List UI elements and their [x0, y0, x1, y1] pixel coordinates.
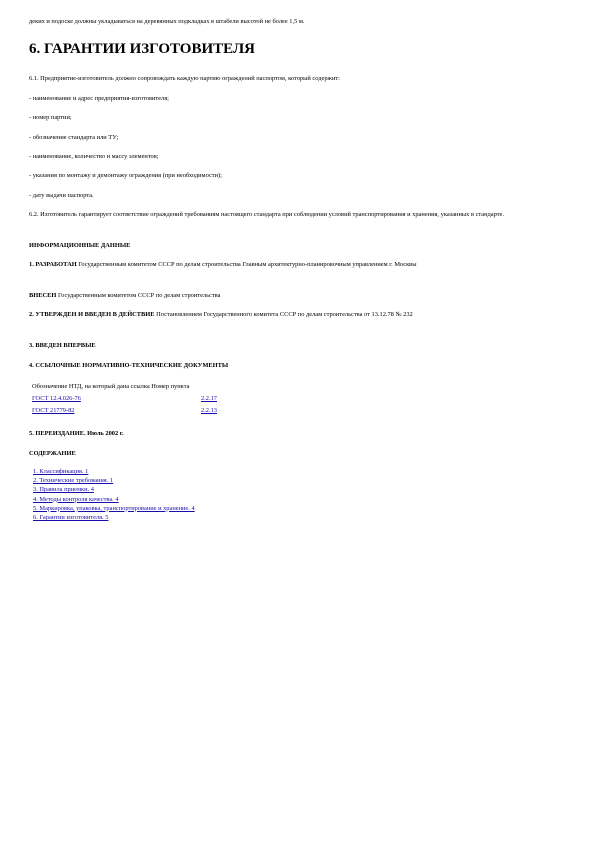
info-item-5: 5. ПЕРЕИЗДАНИЕ. Июль 2002 г.: [29, 430, 124, 437]
table-header: Обозначение НТД, на который дана ссылка Номер пункта: [32, 383, 190, 390]
info-item-2-lead: 2. УТВЕРЖДЕН И ВВЕДЕН В ДЕЙСТВИЕ: [29, 311, 155, 318]
contents-heading: СОДЕРЖАНИЕ: [29, 450, 76, 457]
gost-link[interactable]: ГОСТ 12.4.026-76: [32, 395, 81, 402]
paragraph-6-1: 6.1. Предприятие-изготовитель должно сопровождать каждую партию ограждений паспортом, который содержит:: [29, 75, 340, 82]
info-item-2-text: Постановлением Государственного комитета СССР по делам строительства от 13.12.78 № 232: [154, 311, 413, 318]
paragraph-6-2: 6.2. Изготовитель гарантирует соответствие ограждений требованиям настоящего стандарта при соблюдении условий транспортирования и хранения, указанных в стандарте.: [29, 211, 504, 218]
toc-link[interactable]: 5. Маркировка, упаковка, транспортирование и хранение. 4: [33, 504, 195, 512]
info-item-1-lead: 1. РАЗРАБОТАН: [29, 261, 77, 268]
info-vnesen-lead: ВНЕСЕН: [29, 292, 57, 299]
bullet-item: - указания по монтажу и демонтажу ограждения (при необходимости);: [29, 172, 222, 179]
reference-documents-table: [32, 381, 217, 417]
info-item-4: 4. ССЫЛОЧНЫЕ НОРМАТИВНО-ТЕХНИЧЕСКИЕ ДОКУМЕНТЫ: [29, 362, 229, 369]
clause-link[interactable]: 2.2.13: [201, 407, 217, 414]
table-row: [32, 405, 217, 417]
info-item-1-text: Государственным комитетом СССР по делам строительства Главным архитектурно-планировочным управлением г. Москвы: [76, 261, 417, 268]
info-item-1: [29, 261, 569, 269]
info-item-2: [29, 311, 569, 319]
info-item-3: 3. ВВЕДЕН ВПЕРВЫЕ: [29, 342, 96, 349]
toc-link[interactable]: 4. Методы контроля качества. 4: [33, 495, 119, 503]
bullet-item: - дату выдачи паспорта.: [29, 192, 94, 199]
toc-link[interactable]: 2. Технические требования. 1: [33, 477, 114, 485]
table-row: [32, 393, 217, 405]
bullet-item: - наименование и адрес предприятия-изготовителя;: [29, 95, 169, 102]
info-item-vnesen: [29, 292, 220, 300]
clause-link[interactable]: 2.2.17: [201, 395, 217, 402]
gost-link[interactable]: ГОСТ 21779-82: [32, 407, 75, 414]
info-vnesen-text: Государственным комитетом СССР по делам строительства: [56, 292, 221, 299]
bullet-item: - номер партии;: [29, 114, 72, 121]
table-of-contents: [33, 467, 195, 522]
bullet-item: - обозначение стандарта или ТУ;: [29, 134, 119, 141]
intro-text: деких и подоске должны укладываться на деревянных подкладках в штабели высотой не более 1,5 м.: [29, 18, 305, 25]
toc-link[interactable]: 6. Гарантии изготовителя. 5: [33, 513, 109, 521]
bullet-item: - наименование, количество и массу элементов;: [29, 153, 159, 160]
section-title: 6. ГАРАНТИИ ИЗГОТОВИТЕЛЯ: [29, 41, 255, 57]
toc-link[interactable]: 3. Правила приемки. 4: [33, 486, 94, 494]
toc-link[interactable]: 1. Классификация. 1: [33, 468, 89, 475]
info-heading: ИНФОРМАЦИОННЫЕ ДАННЫЕ: [29, 242, 131, 249]
